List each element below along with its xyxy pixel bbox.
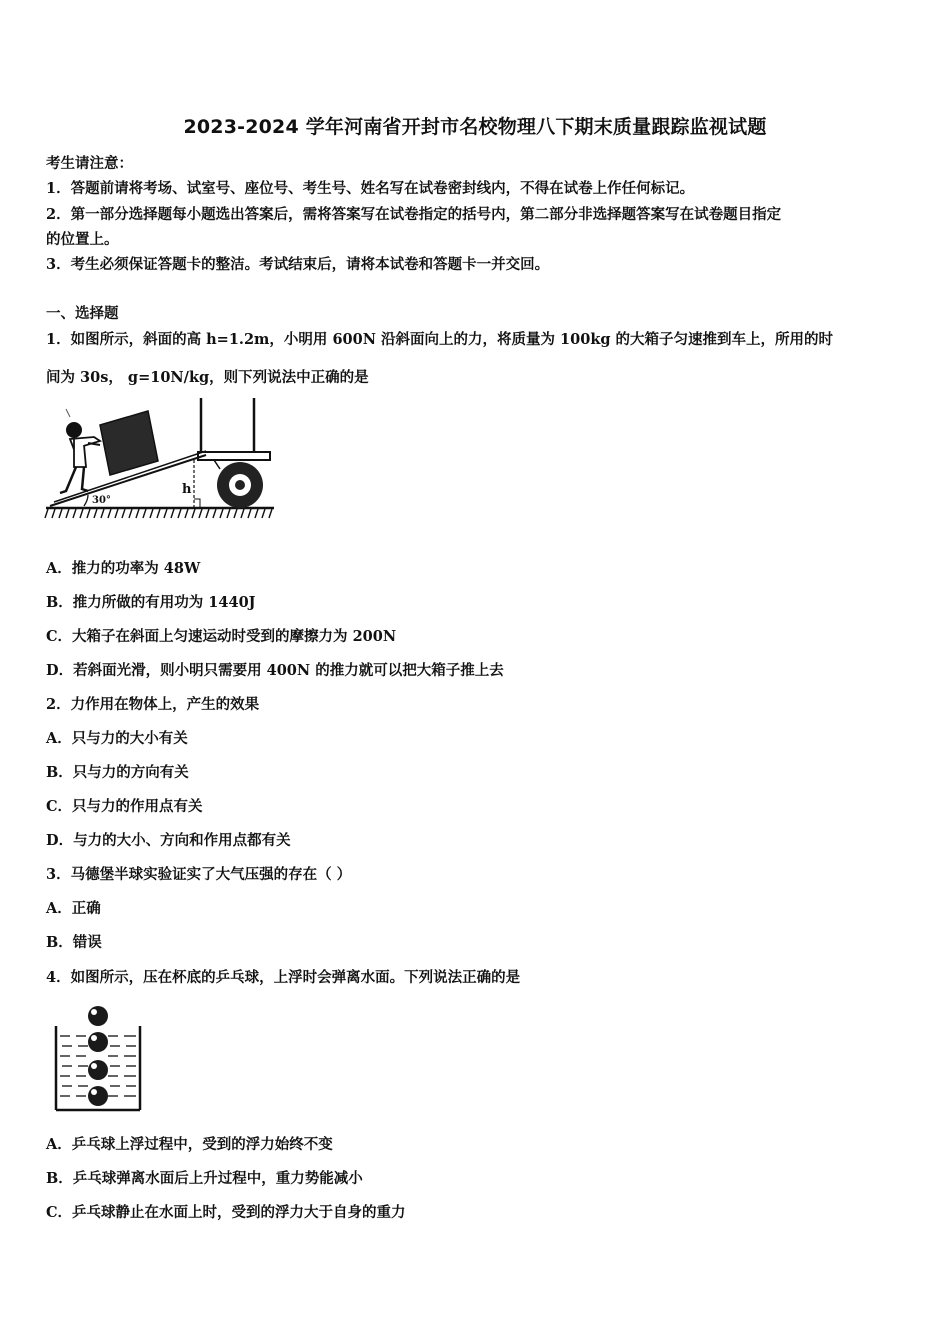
question-2-option: A．只与力的大小有关 [46,730,188,747]
notice-item: 的位置上。 [46,231,119,248]
cup-pingpong-figure [50,1002,148,1114]
question-2-option: B．只与力的方向有关 [46,764,189,781]
question-2-option: D．与力的大小、方向和作用点都有关 [46,832,291,849]
question-2-stem: 2．力作用在物体上，产生的效果 [46,696,260,713]
ramp-truck-figure [44,395,276,523]
height-label: h [182,482,192,497]
question-4-stem: 4．如图所示，压在杯底的乒乓球，上浮时会弹离水面。下列说法正确的是 [46,969,521,986]
question-1-option: C．大箱子在斜面上匀速运动时受到的摩擦力为 200N [46,628,397,645]
question-1-option: B．推力所做的有用功为 1440J [46,594,256,611]
notice-item: 1．答题前请将考场、试室号、座位号、考生号、姓名写在试卷密封线内，不得在试卷上作任何标记。 [46,180,695,197]
question-1-option: D．若斜面光滑，则小明只需要用 400N 的推力就可以把大箱子推上去 [46,662,504,679]
notice-heading: 考生请注意： [46,155,133,172]
question-4-option: A．乒乓球上浮过程中，受到的浮力始终不变 [46,1136,333,1153]
question-3-option: B．错误 [46,934,102,951]
angle-label: 30° [92,495,111,506]
question-3-stem: 3．马德堡半球实验证实了大气压强的存在（ ） [46,866,352,883]
question-1-stem: 1．如图所示，斜面的高 h=1.2m，小明用 600N 沿斜面向上的力，将质量为 100kg 的大箱子匀速推到车上，所用的时 [46,331,834,348]
question-1-stem: 间为 30s， g=10N/kg，则下列说法中正确的是 [46,369,369,386]
section-heading: 一、选择题 [46,305,119,322]
question-2-option: C．只与力的作用点有关 [46,798,203,815]
question-4-option: C．乒乓球静止在水面上时，受到的浮力大于自身的重力 [46,1204,406,1221]
notice-item: 2．第一部分选择题每小题选出答案后，需将答案写在试卷指定的括号内，第二部分非选择题答案写在试卷题目指定 [46,206,782,223]
question-4-option: B．乒乓球弹离水面后上升过程中，重力势能减小 [46,1170,363,1187]
notice-item: 3．考生必须保证答题卡的整洁。考试结束后，请将本试卷和答题卡一并交回。 [46,256,550,273]
question-1-option: A．推力的功率为 48W [46,560,201,577]
page-title: 2023-2024 学年河南省开封市名校物理八下期末质量跟踪监视试题 [183,116,767,138]
question-3-option: A．正确 [46,900,101,917]
